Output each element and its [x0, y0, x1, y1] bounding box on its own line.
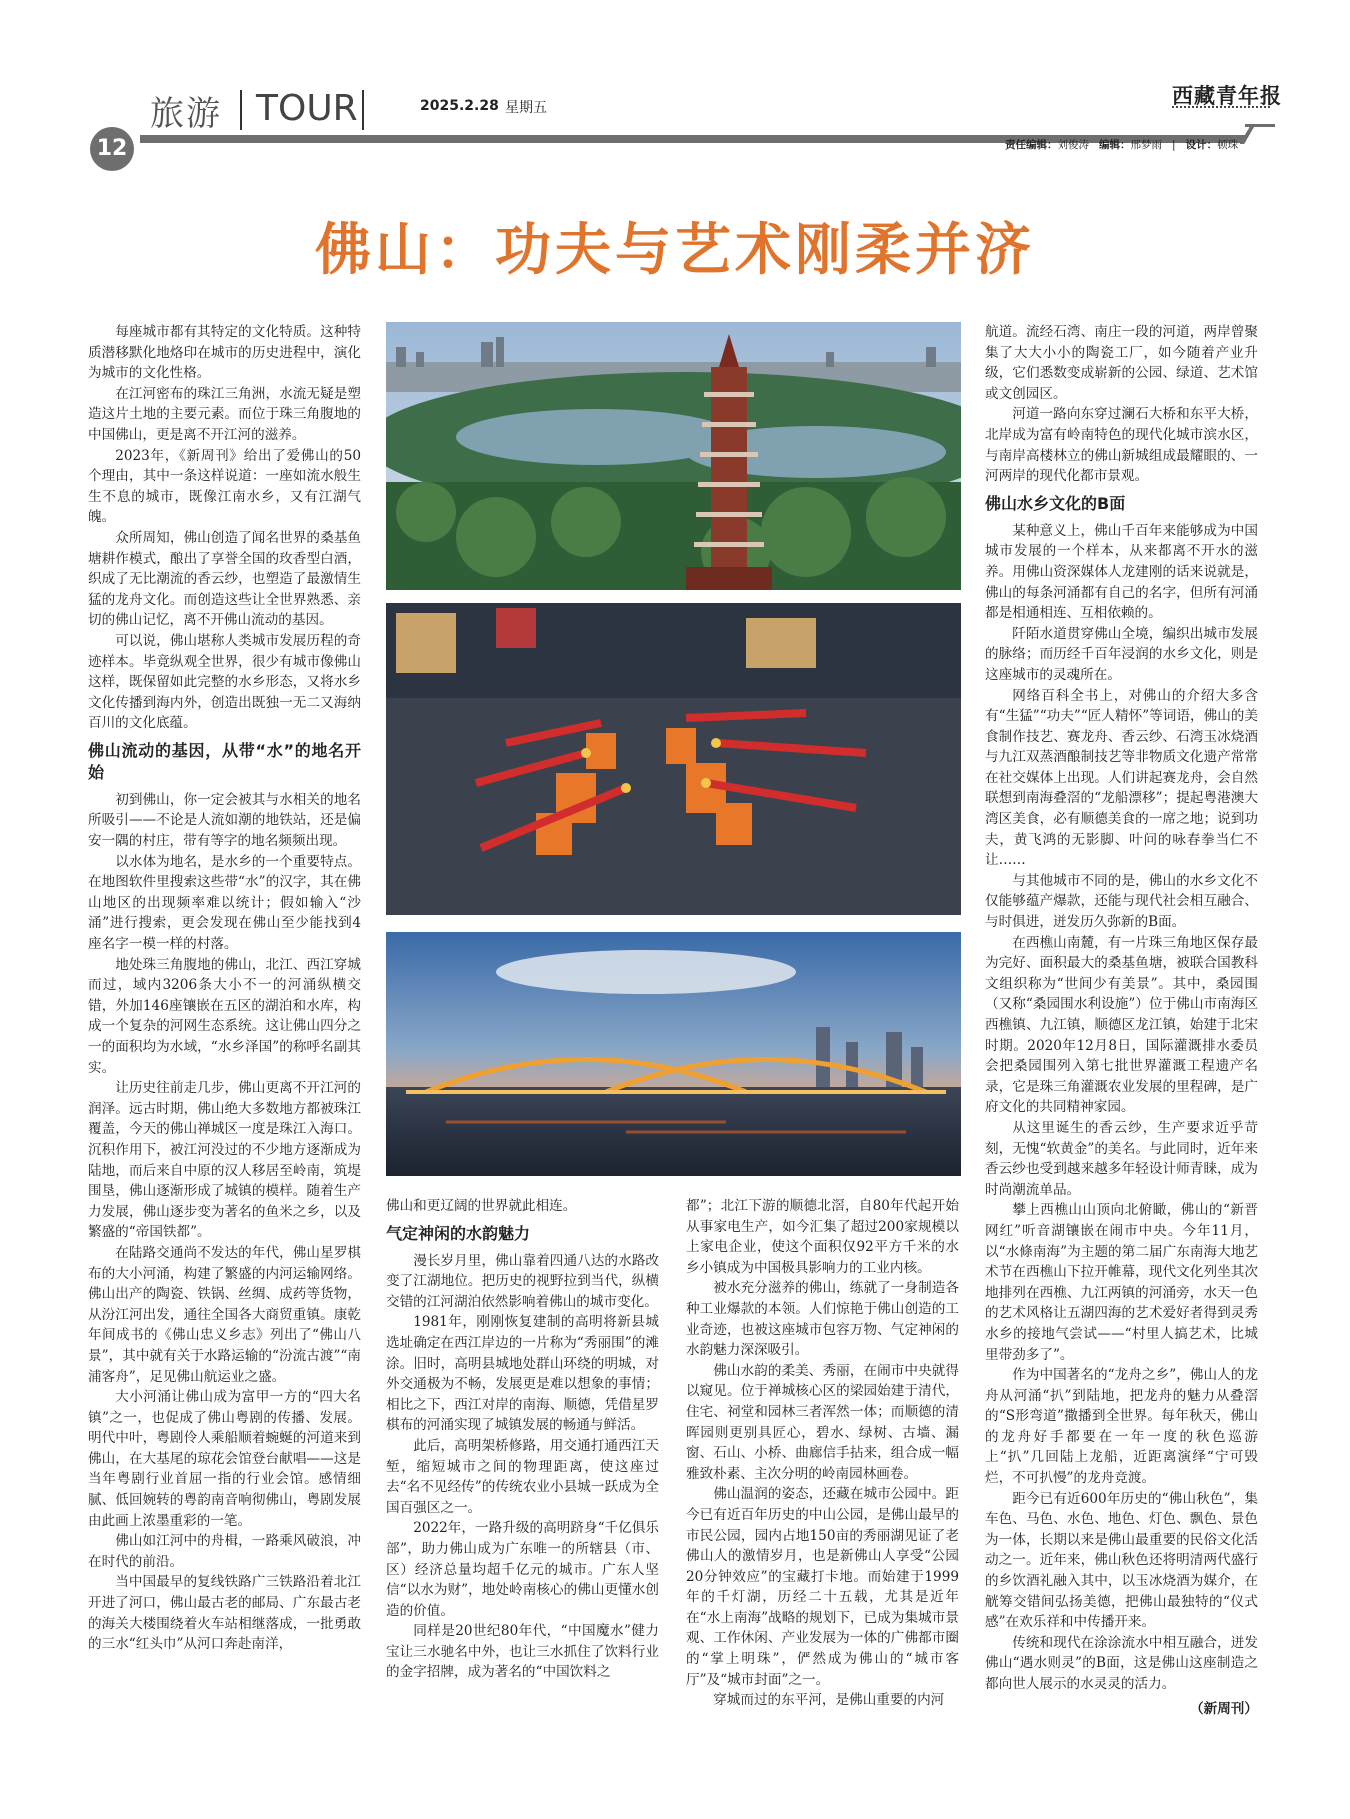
arch-bridge-night-photo [386, 932, 961, 1176]
paragraph: 2022年，一路升级的高明跻身“千亿俱乐部”，助力佛山成为广东唯一的所辖县（市、区）经济总量均超千亿元的城市。广东人坚信“以水为财”，地处岭南核心的佛山更懂水创造的价值。 [386, 1520, 659, 1619]
paragraph: 穿城而过的东平河，是佛山重要的内河 [713, 1692, 945, 1709]
pagoda-aerial-photo [386, 322, 961, 590]
paragraph: 在江河密布的珠江三角洲，水流无疑是塑造这片土地的主要元素。而位于珠三角腹地的中国佛山，更是离不开江河的滋养。 [88, 385, 361, 443]
paragraph: 当中国最早的复线铁路广三铁路沿着北江开进了河口，佛山最古老的邮局、广东最古老的海关大楼围绕着火车站相继落成，一批勇敢的三水“红头巾”从河口奔赴南洋， [88, 1574, 361, 1653]
paragraph: 让历史往前走几步，佛山更离不开江河的润泽。远古时期，佛山绝大多数地方都被珠江覆盖，今天的佛山禅城区一度是珠江入海口。沉积作用下，被江河没过的不少地方逐渐成为陆地，而后来自中原的汉人移居至岭南，筑堤围垦，佛山逐渐形成了城镇的模样。随着生产力发展，佛山逐步变为著名的鱼米之乡，以及繁盛的“帝国铁都”。 [88, 1080, 361, 1241]
paragraph: 攀上西樵山山顶向北俯瞰，佛山的“新晋网红”听音湖镶嵌在闹市中央。今年11月，以“水條南海”为主题的第二届广东南海大地艺术节在西樵山下拉开帷幕，现代文化列坐其次地排列在西樵、九江两镇的河涌旁，水天一色的艺术风格让五湖四海的艺术爱好者得到灵秀水乡的接地气尝试——“村里人搞艺术，比城里带劲多了”。 [985, 1202, 1258, 1363]
article-headline: 佛山：功夫与艺术刚柔并济 [315, 218, 1035, 283]
paragraph: 传统和现代在涂涂流水中相互融合，迸发佛山“遇水则灵”的B面，这是佛山这座制造之都向世人展示的水灵灵的活力。 [985, 1634, 1258, 1692]
issue-date: 2025.2.28 [420, 98, 499, 114]
newspaper-masthead: 西藏青年报 [1172, 83, 1282, 108]
paragraph: 河道一路向东穿过澜石大桥和东平大桥，北岸成为富有岭南特色的现代化城市滨水区，与南岸高楼林立的佛山新城组成最耀眼的、一河两岸的现代化都市景观。 [985, 406, 1258, 485]
paragraph: 地处珠三角腹地的佛山，北江、西江穿城而过，域内3206条大小不一的河涌纵横交错，外加146座镶嵌在五区的湖泊和水库，构成一个复杂的河网生态系统。这让佛山四分之一的面积均为水域，“水乡泽国”的称呼名副其实。 [88, 956, 361, 1076]
paragraph: 距今已有近600年历史的“佛山秋色”，集车色、马色、水色、地色、灯色、飘色、景色为一体，长期以来是佛山最重要的民俗文化活动之一。近年来，佛山秋色还将明清两代盛行的乡饮酒礼融入其中，以玉冰烧酒为媒介，在觥筹交错间弘扬美德，把佛山最独特的“仪式感”在欢乐祥和中传播开来。 [985, 1490, 1258, 1631]
paragraph: 被水充分滋养的佛山，练就了一身制造各种工业爆款的本领。人们惊艳于佛山创造的工业奇迹，也被这座城市包容万物、气定神闲的水韵魅力深深吸引。 [686, 1280, 959, 1359]
header-rule-thin [1245, 124, 1275, 127]
paragraph: 某种意义上，佛山千百年来能够成为中国城市发展的一个样本，从来都离不开水的滋养。用佛山资深媒体人龙建刚的话来说就是，佛山的每条河涌都有自己的名字，但所有河涌都是相通相连、互相依赖的。 [985, 522, 1258, 622]
designer-label: 设计： [1185, 139, 1218, 151]
paragraph: 同样是20世纪80年代，“中国魔水”健力宝让三水驰名中外，也让三水抓住了饮料行业的金字招牌，成为著名的“中国饮料之 [386, 1623, 659, 1681]
paragraph: 都”；北江下游的顺德北滘，自80年代起开始从事家电生产，如今汇集了超过200家规模以上家电企业，使这个面积仅92平方千米的水乡小镇成为中国极具影响力的工业内核。 [686, 1198, 959, 1276]
paragraph: 佛山温润的姿态，还藏在城市公园中。距今已有近百年历史的中山公园，是佛山最早的市民公园，园内占地150亩的秀丽湖见证了老佛山人的激情岁月，也是新佛山人享受“公园20分钟效应”的宝藏打卡地。而始建于1999年的千灯湖，历经二十五载，尤其是近年在“水上南海”战略的规划下，已成为集城市景观、工作休闲、产业发展为一体的广佛都市圈的“掌上明珠”，俨然成为佛山的“城市客厅”及“城市封面”之一。 [686, 1486, 959, 1688]
copy-editor-label: 编辑： [1099, 139, 1131, 151]
page-number: 12 [90, 127, 134, 171]
section-label: 旅游 [150, 94, 222, 134]
paragraph: 作为中国著名的“龙舟之乡”，佛山人的龙舟从河涌“扒”到陆地，把龙舟的魅力从叠滘的“S形弯道”撒播到全世界。每年秋天，佛山的龙舟好手都要在一年一度的秋色巡游上“扒”几回陆上龙船，近距离演绎“宁可毁烂，不可扒慢”的龙舟竞渡。 [985, 1367, 1258, 1487]
header-rule-slant [1238, 124, 1256, 144]
paragraph: 漫长岁月里，佛山靠着四通八达的水路改变了江湖地位。把历史的视野拉到当代，纵横交错的江河湖泊依然影响着佛山的城市变化。 [386, 1252, 659, 1310]
paragraph: 以水体为地名，是水乡的一个重要特点。在地图软件里搜索这些带“水”的汉字，其在佛山地区的出现频率难以统计；假如输入“沙涌”进行搜索，更会发现在佛山至少能找到4座名字一模一样的村落。 [88, 853, 361, 953]
paragraph: 众所周知，佛山创造了闻名世界的桑基鱼塘耕作模式，酿出了享誉全国的玫香型白酒，织成了无比潮流的香云纱，也塑造了最激情生猛的龙舟文化。而创造这些让全世界熟悉、亲切的佛山记忆，离不开佛山流动的基因。 [88, 529, 361, 629]
paragraph: 可以说，佛山堪称人类城市发展历程的奇迹样本。毕竟纵观全世界，很少有城市像佛山这样，既保留如此完整的水乡形态，又将水乡文化传播到海内外，创造出既独一无二又海纳百川的文化底蕴。 [88, 632, 361, 732]
section-label-en: TOUR [256, 88, 358, 129]
article-column-1 [88, 322, 361, 1732]
subhead-3: 佛山水乡文化的B面 [985, 493, 1126, 513]
paragraph: 与其他城市不同的是，佛山的水乡文化不仅能够蕴产爆款，还能与现代社会相互融合、与时俱进，迸发历久弥新的B面。 [985, 872, 1258, 931]
article-column-2 [386, 1196, 659, 1736]
masthead-tibetan-script [1172, 106, 1270, 113]
paragraph: 佛山水韵的柔美、秀丽，在闹市中央就得以窥见。位于禅城核心区的梁园始建于清代，住宅、祠堂和园林三者浑然一体；而顺德的清晖园则更别具匠心，碧水、绿树、古墙、漏窗、石山、小桥、曲廊信手拈来，组合成一幅雅致朴素、主次分明的岭南园林画卷。 [686, 1362, 959, 1482]
paragraph: 此后，高明架桥修路，用交通打通西江天堑，缩短城市之间的物理距离，使这座过去“名不见经传”的传统农业小县城一跃成为全国百强区之一。 [386, 1437, 659, 1516]
paragraph: 初到佛山，你一定会被其与水相关的地名所吸引——不论是人流如潮的地铁站，还是偏安一隅的村庄，带有等字的地名频频出现。 [88, 791, 361, 850]
designer-name: 顿珠 [1217, 139, 1239, 151]
subhead-1: 佛山流动的基因，从带“水”的地名开始 [88, 740, 361, 782]
copy-editor-name: 邢梦雨 [1130, 139, 1163, 151]
paragraph: 佛山如江河中的舟楫，一路乘风破浪，冲在时代的前沿。 [88, 1533, 361, 1570]
issue-weekday: 星期五 [505, 100, 547, 116]
paragraph: 在陆路交通尚不发达的年代，佛山星罗棋布的大小河涌，构建了繁盛的内河运输网络。佛山出产的陶瓷、铁锅、丝绸、成药等货物，从汾江河出发，通往全国各大商贸重镇。康乾年间成书的《佛山忠义乡志》列出了“佛山八景”，其中就有关于水路运输的“汾流古渡”“南浦客舟”，足见佛山航运业之盛。 [88, 1244, 361, 1385]
paragraph: 从这里诞生的香云纱，生产要求近乎苛刻，无愧“软黄金”的美名。与此同时，近年来香云纱也受到越来越多年轻设计师青睐，成为时尚潮流单品。 [985, 1119, 1258, 1198]
paragraph: 佛山和更辽阔的世界就此相连。 [386, 1198, 577, 1214]
article-column-4 [985, 322, 1258, 1742]
header-divider [362, 90, 364, 130]
paragraph: 1981年，刚刚恢复建制的高明将新县城选址确定在西江岸边的一片称为“秀丽围”的滩涂。旧时，高明县城地处群山环绕的明城，对外交通极为不畅，发展更是难以想象的事情；相比之下，西江对岸的南海、顺德，凭借星罗棋布的河涌实现了城镇发展的畅通与鲜活。 [386, 1314, 659, 1434]
editor-name: 刘俊涛 [1057, 139, 1089, 151]
dragon-boat-performance-photo [386, 603, 961, 915]
paragraph: 大小河涌让佛山成为富甲一方的“四大名镇”之一，也促成了佛山粤剧的传播、发展。明代中叶，粤剧伶人乘船顺着蜿蜒的河道来到佛山，在大基尾的琼花会馆登台献唱——这是当年粤剧行业首屈一指的行业会馆。感情细腻、低回婉转的粤韵南音响彻佛山，粤剧发展由此画上浓墨重彩的一笔。 [88, 1389, 361, 1529]
paragraph: 航道。流经石湾、南庄一段的河道，两岸曾聚集了大大小小的陶瓷工厂，如今随着产业升级，它们悉数变成崭新的公园、绿道、艺术馆或文创园区。 [985, 324, 1258, 402]
paragraph: 每座城市都有其特定的文化特质。这种特质潜移默化地烙印在城市的历史进程中，演化为城市的文化性格。 [88, 324, 361, 382]
paragraph: 阡陌水道贯穿佛山全境，编织出城市发展的脉络；而历经千百年浸润的水乡文化，则是这座城市的灵魂所在。 [985, 625, 1258, 683]
header-divider [240, 90, 242, 130]
article-column-3 [686, 1196, 959, 1736]
editor-label: 责任编辑： [1005, 139, 1058, 151]
credits: 责任编辑：刘俊涛 编辑：邢梦雨 | 设计：顿珠 [1005, 139, 1239, 151]
subhead-2: 气定神闲的水韵魅力 [386, 1223, 531, 1243]
paragraph: 在西樵山南麓，有一片珠三角地区保存最为完好、面积最大的桑基鱼塘，被联合国教科文组织称为“世间少有美景”。其中，桑园围（又称“桑园围水利设施”）位于佛山市南海区西樵镇、九江镇，顺德区龙江镇，始建于北宋时期。2020年12月8日，国际灌溉排水委员会把桑园围列入第七批世界灌溉工程遗产名录，它是珠三角灌溉农业发展的里程碑，是广府文化的共同精神家园。 [985, 934, 1258, 1116]
article-source: （新周刊） [1190, 1700, 1258, 1717]
paragraph: 2023年，《新周刊》给出了爱佛山的50个理由，其中一条这样说道：一座如流水般生生不息的城市，既像江南水乡，又有江湖气魄。 [88, 447, 361, 526]
paragraph: 网络百科全书上，对佛山的介绍大多含有“生猛”“功夫”“匠人精怀”等词语，佛山的美食制作技艺、赛龙舟、香云纱、石湾玉冰烧酒与九江双蒸酒酿制技艺等非物质文化遗产常常在社交媒体上出现。人们讲起赛龙舟，会自然联想到南海叠滘的“龙船漂移”；提起粤港澳大湾区美食，必有顺德美食的一席之地；说到功夫，黄飞鸿的无影脚、叶问的咏春拳当仁不让…… [985, 687, 1258, 869]
